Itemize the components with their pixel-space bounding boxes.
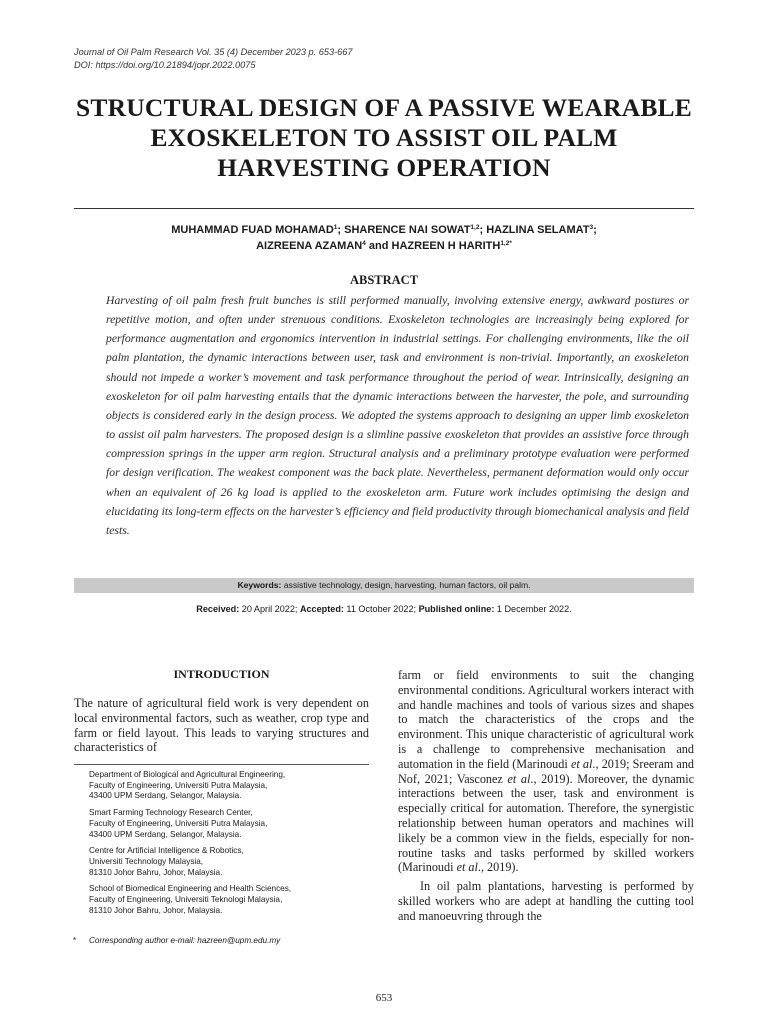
author-name: AIZREENA AZAMAN (256, 240, 363, 252)
text-run: ., 2019). Moreover, the dynamic interactions between the user, task and environment is especially critical for automation. Therefore, the synergistic relationship between human operators and machines will likely be a common view in the fields, especially for non-routine tasks and tasks performed by skilled workers (Marinoudi (398, 771, 695, 875)
author-line-2 (74, 238, 694, 254)
journal-header (74, 46, 353, 71)
paper-title: STRUCTURAL DESIGN OF A PASSIVE WEARABLE EXOSKELETON TO ASSIST OIL PALM HARVESTING OPERATION (76, 93, 692, 182)
author-affiliation-mark: 4 (362, 240, 366, 247)
text-run: farm or field environments to suit the changing environmental conditions. Agricultural workers interact with and handle machines and tools of various sizes and shapes to match the characteristics of the crops and the environment. This unique characteristic of agricultural work is a challenge to comprehensive mechanisation and automation in the field (Marinoudi (398, 668, 694, 771)
author-name: ; HAZLINA SELAMAT (479, 224, 590, 236)
title-divider (74, 208, 694, 209)
corresponding-author (73, 936, 373, 945)
keywords-label: Keywords: (237, 580, 282, 590)
affiliation-line: School of Biomedical Engineering and Health Sciences, (89, 884, 292, 894)
affiliation-line: Department of Biological and Agricultural Engineering, (89, 770, 286, 779)
published-label: Published online: (418, 604, 495, 614)
introduction-paragraph-right-1 (398, 668, 694, 875)
affiliation-line: 43400 UPM Serdang, Selangor, Malaysia. (89, 829, 242, 839)
author-line-1 (74, 222, 694, 238)
affiliation-line: 81310 Johor Bahru, Johor, Malaysia. (89, 867, 223, 877)
affiliation-1 (89, 770, 374, 802)
author-affiliation-mark: 1 (333, 224, 338, 231)
author-name: MUHAMMAD FUAD MOHAMAD (171, 224, 334, 236)
corresponding-star: * (73, 936, 77, 945)
received-date: 20 April 2022; (239, 604, 300, 614)
affiliation-line: Universiti Technology Malaysia, (89, 856, 204, 866)
introduction-paragraph-right-2: In oil palm plantations, harvesting is performed by skilled workers who are adept at handling the cutting tool and manoeuvring through the (398, 879, 694, 923)
affiliation-3 (89, 846, 374, 878)
abstract-heading: ABSTRACT (349, 273, 419, 287)
published-date: 1 December 2022. (494, 604, 572, 614)
accepted-date: 11 October 2022; (343, 604, 419, 614)
author-affiliation-mark: 3 (589, 224, 594, 231)
affiliation-line: Smart Farming Technology Research Center, (89, 808, 253, 818)
author-name: ; SHARENCE NAI SOWAT (337, 224, 471, 236)
author-name: HAZREEN H HARITH (391, 240, 501, 252)
author-affiliation-mark: 1,2* (500, 240, 512, 247)
affiliation-line: Faculty of Engineering, Universiti Putra Malaysia, (89, 780, 268, 790)
right-column (398, 668, 694, 924)
left-column (74, 667, 369, 755)
author-separator: ; (593, 224, 597, 236)
abstract-text: Harvesting of oil palm fresh fruit bunches is still performed manually, involving extensive energy, awkward postures or repetitive motion, and often under strenuous conditions. Exoskeleton technologies are increasingly being explored for performance augmentation and ergonomics intervention in industrial settings. For challenging environments, like the oil palm plantation, the dynamic interactions between user, task and environment is non-trivial. Importantly, an exoskeleton should not impede a worker’s movement and task performance throughout the period of wear. Intrinsically, designing an exoskeleton for oil palm harvesting entails that the dynamic interactions between the harvester, the pole, and surrounding objects is considered early in the design process. We adopted the systems approach to designing an upper limb exoskeleton to assist oil palm harvesters. The proposed design is a slimline passive exoskeleton that provides an assistive force through compression springs in the upper arm region. Structural analysis and a preliminary prototype evaluation were performed for design verification. The weakest component was the back plate. Nevertheless, permanent deformation would only occur when an equivalent of 26 kg load is applied to the exoskeleton arm. Future work includes optimising the design and elucidating its long-term effects on the harvester’s efficiency and field productivity through biomechanical analysis and field tests. (106, 294, 689, 537)
text-run-italic: et al (570, 756, 593, 771)
affiliation-line: Centre for Artificial Intelligence & Robotics, (89, 846, 244, 856)
page-number: 653 (375, 992, 393, 1004)
affiliation-line: 43400 UPM Serdang, Selangor, Malaysia. (89, 791, 242, 801)
text-run: ., 2019; Sreeram and Nof, 2021; Vasconez (398, 756, 695, 786)
accepted-label: Accepted: (299, 604, 344, 614)
affiliation-4 (89, 884, 374, 916)
author-list (74, 222, 694, 254)
author-affiliation-mark: 1,2 (470, 224, 480, 231)
footnote-divider (74, 764, 369, 765)
affiliations (89, 770, 374, 922)
affiliation-line: Faculty of Engineering, Universiti Putra Malaysia, (89, 818, 268, 828)
author-conjunction: and (365, 240, 392, 252)
received-label: Received: (196, 604, 240, 614)
publication-dates (74, 604, 694, 614)
affiliation-2 (89, 808, 374, 840)
affiliation-line: Faculty of Engineering, Universiti Teknologi Malaysia, (89, 895, 283, 905)
text-run-italic: et al (507, 771, 531, 786)
keywords-bar (74, 578, 694, 593)
keywords-text: assistive technology, design, harvesting, human factors, oil palm. (281, 580, 531, 590)
text-run: ., 2019). (477, 860, 519, 875)
text-run-italic: et al (456, 860, 478, 875)
introduction-heading: INTRODUCTION (173, 667, 270, 681)
affiliation-line: 81310 Johor Bahru, Johor, Malaysia. (89, 905, 223, 915)
introduction-paragraph-left: The nature of agricultural field work is very dependent on local environmental factors, such as weather, crop type and farm or field layout. This leads to varying structures and characteristics of (74, 696, 369, 755)
journal-citation: Journal of Oil Palm Research Vol. 35 (4) December 2023 p. 653-667 (74, 47, 353, 57)
corresponding-email: Corresponding author e-mail: hazreen@upm.edu.my (89, 936, 281, 945)
journal-doi: DOI: https://doi.org/10.21894/jopr.2022.0075 (74, 59, 256, 70)
